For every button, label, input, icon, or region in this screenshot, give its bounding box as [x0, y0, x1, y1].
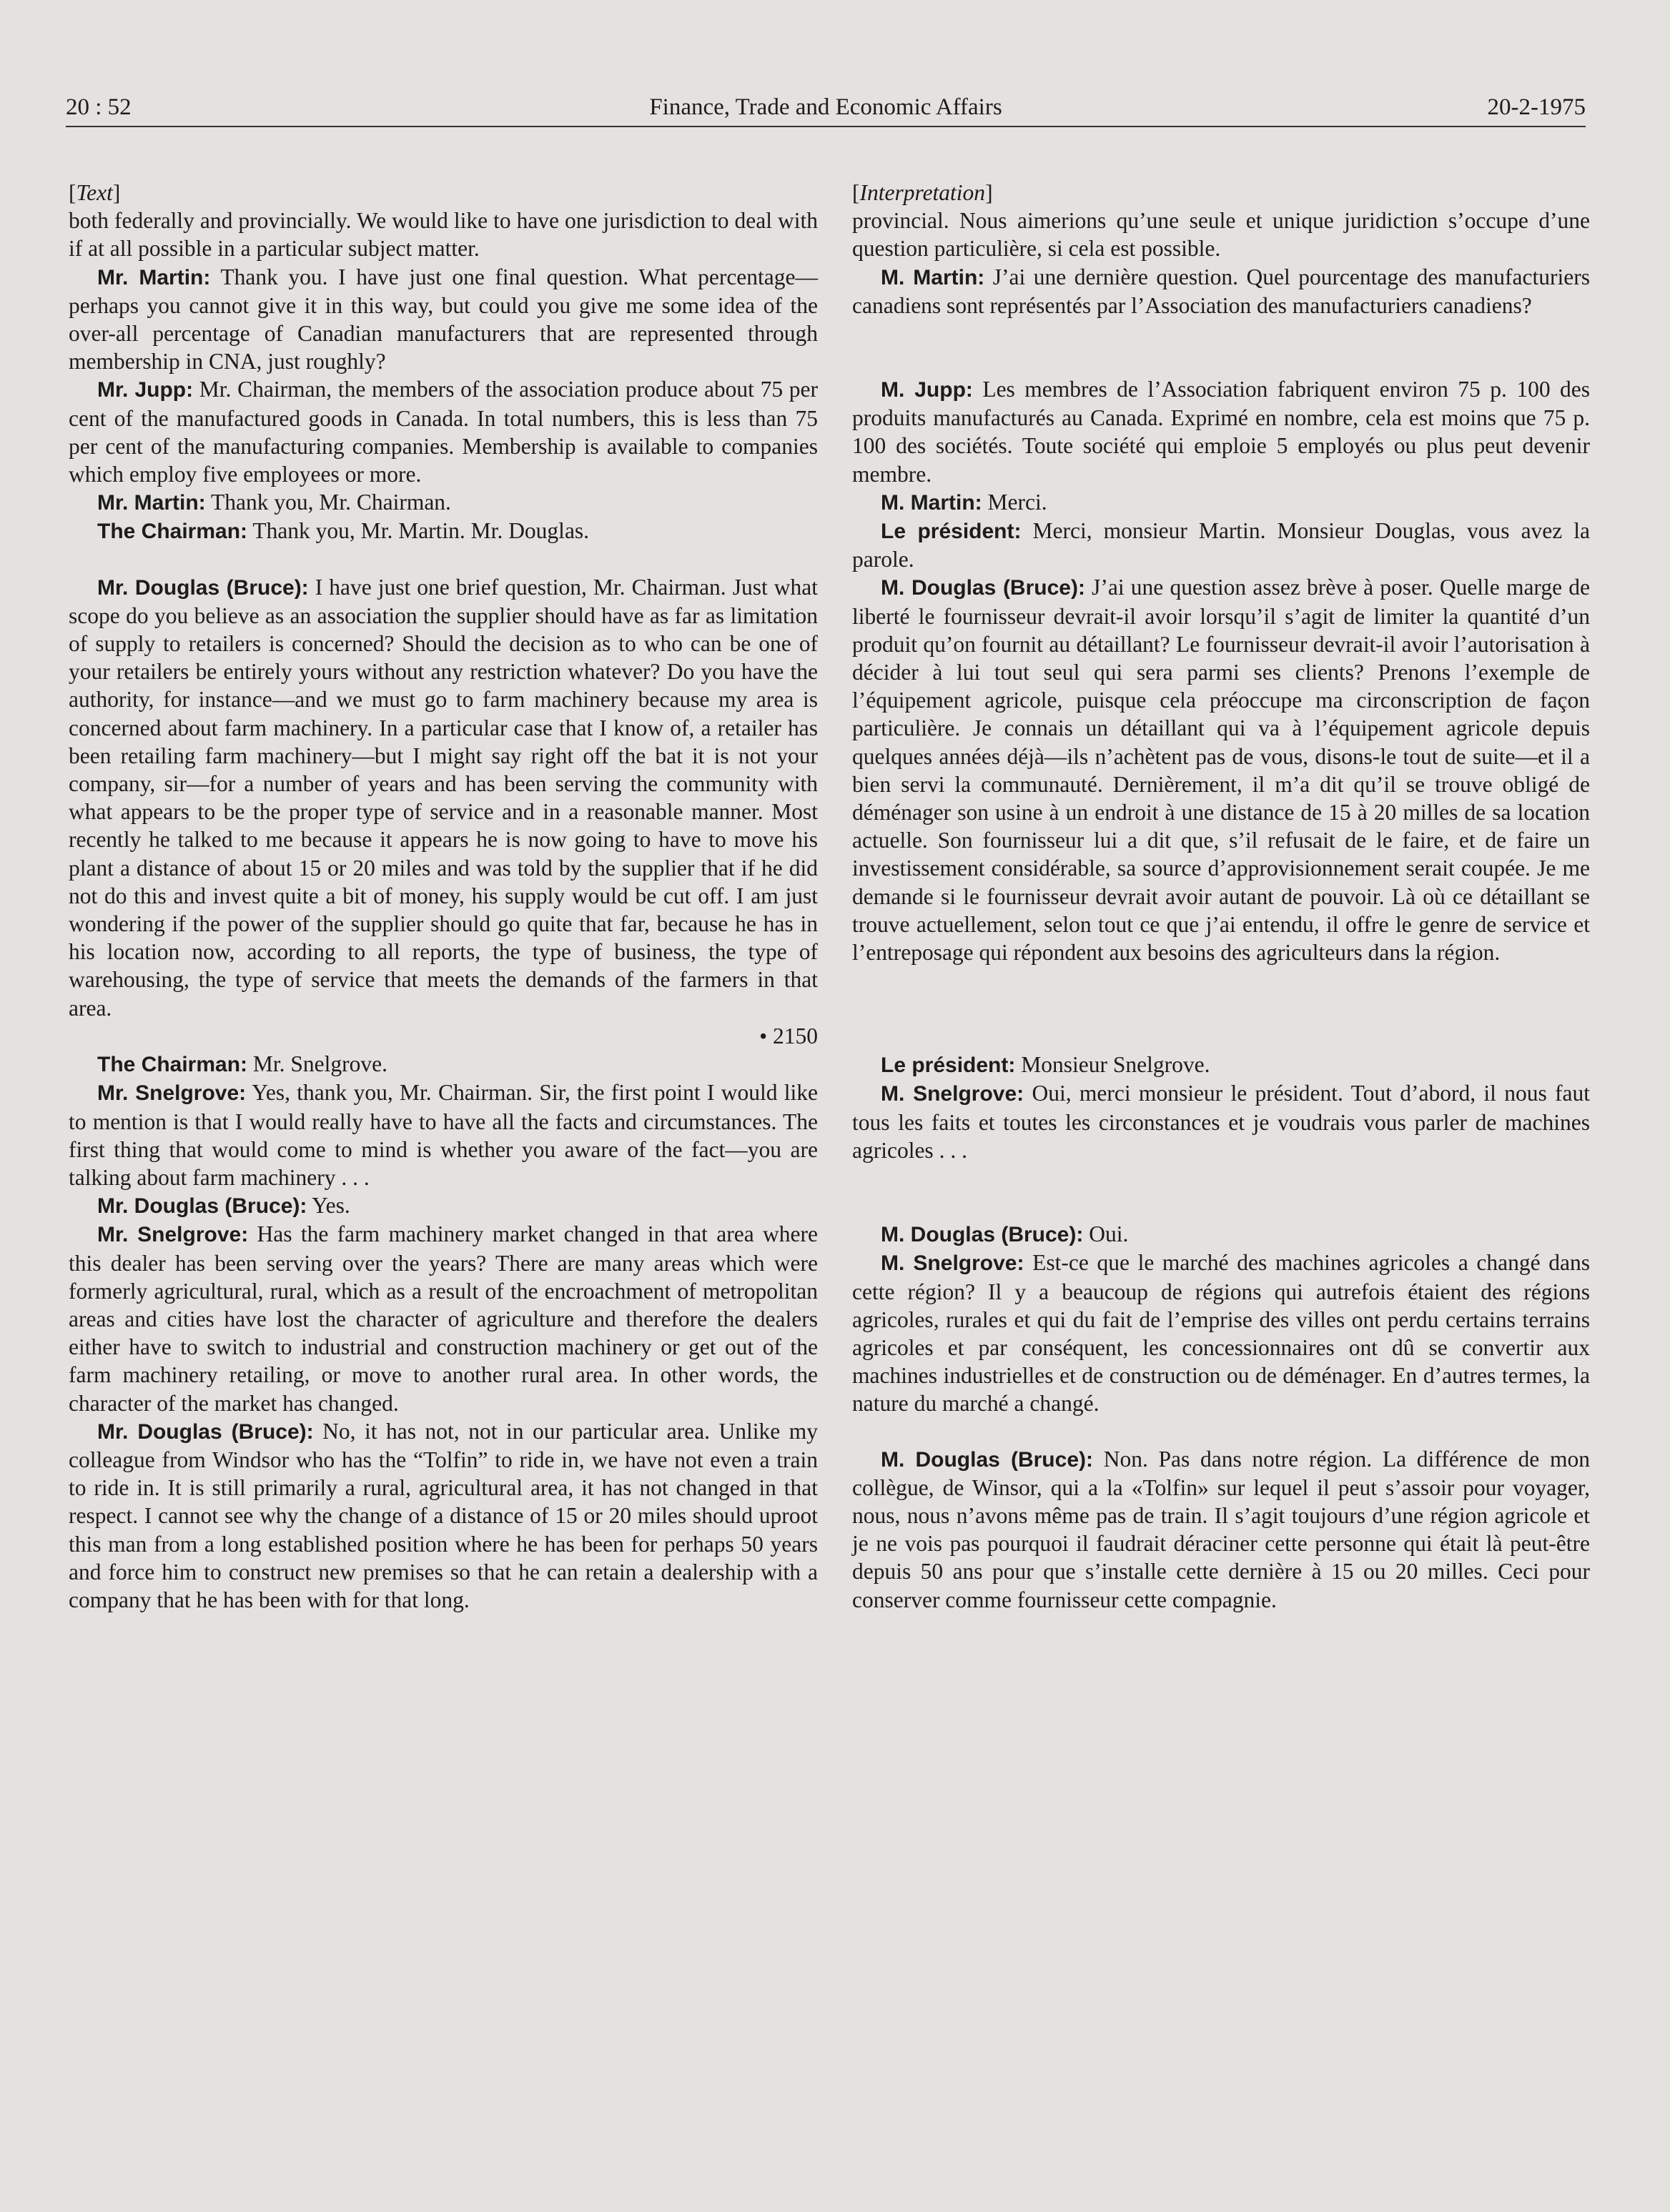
speaker-name: M. Martin:: [881, 265, 985, 289]
paragraph: [69, 1078, 818, 1191]
paragraph-text: Yes.: [307, 1193, 350, 1219]
paragraph: [69, 263, 818, 376]
paragraph: [69, 488, 818, 517]
column-label: [ Text ]: [69, 179, 818, 207]
paragraph: [852, 1220, 1590, 1249]
page-number: 20 : 52: [66, 94, 132, 120]
paragraph-text: both federally and provincially. We would like to have one jurisdiction to deal with if at all possible in a particular subject matter.: [69, 208, 818, 262]
paragraph: [69, 573, 818, 1022]
paragraph-text: Est-ce que le marché des machines agricoles a changé dans cette région? Il y a beaucoup de régions qui autrefois étaient des régions agricoles, rurales et qui du fait de l’emprise des villes ont perdu certains terrains agricoles et par conséquent, les concessionnaires ont dû se convertir aux machines industrielles et de construction ou de déménager. En d’autres termes, la nature du marché a changé.: [852, 1250, 1590, 1417]
speaker-name: M. Snelgrove:: [881, 1251, 1024, 1276]
column-label: [ Interpretation ]: [852, 179, 1590, 207]
paragraph: [852, 1051, 1590, 1079]
paragraph: [852, 375, 1590, 488]
paragraph-text: Oui.: [1083, 1221, 1129, 1247]
paragraph-text: Non. Pas dans notre région. La différence de mon collègue, de Winsor, qui a la «Tolfin» sur lequel il peut s’assoir pour voyager, nous, nous n’avons même pas de train. Il s’agit toujours d’une région agricole et je ne vois pas pourquoi il faudrait déraciner cette personne qui était là peut-être depuis 50 ans pour que s’installe cette dernière à 15 ou 20 milles. Ceci pour conserver comme fournisseur cette compagnie.: [852, 1446, 1590, 1612]
paragraph-text: Thank you, Mr. Martin. Mr. Douglas.: [247, 518, 590, 544]
speaker-name: Mr. Jupp:: [97, 378, 194, 402]
paragraph: [852, 488, 1590, 517]
paragraph-text: Has the farm machinery market changed in that area where this dealer has been serving over the years? There are many areas which were formerly agricultural, rural, which as a result of the encroachment of metropolitan areas and cities have lost the character of agriculture and therefore the dealers either have to switch to industrial and construction machinery or get out of the farm machinery retailing, or move to another rural area. In other words, the character of the market has changed.: [69, 1221, 819, 1416]
committee-title: Finance, Trade and Economic Affairs: [649, 94, 1002, 120]
paragraph: [69, 1220, 818, 1417]
paragraph: [69, 375, 818, 488]
paragraph-text: J’ai une dernière question. Quel pourcentage des manufacturiers canadiens sont représentés par l’Association des manufacturiers canadiens?: [852, 264, 1590, 318]
speaker-name: Mr. Douglas (Bruce):: [97, 1419, 314, 1444]
paragraph-text: Monsieur Snelgrove.: [1015, 1052, 1210, 1078]
speaker-name: M. Douglas (Bruce):: [881, 576, 1085, 600]
paragraph: [852, 517, 1590, 573]
paragraph: [852, 1249, 1590, 1417]
paragraph-text: Yes, thank you, Mr. Chairman. Sir, the first point I would like to mention is that I would really have to have all the facts and circumstances. The first thing that would come to mind is whether you aware of the fact—you are talking about farm machinery . . .: [69, 1080, 819, 1190]
paragraph: [69, 207, 818, 262]
speaker-name: M. Snelgrove:: [881, 1082, 1024, 1106]
french-column: [852, 179, 1590, 1614]
paragraph-text: J’ai une question assez brève à poser. Quelle marge de liberté le fournisseur devrait-il avoir lorsqu’il s’agit de limiter la quantité d’un produit qu’on fournit au détaillant? Le fournisseur devrait-il avoir l’autorisation à décider à lui tout seul qui sera parmi ses clients? Prenons l’exemple de l’équipement agricole, puisque cela préoccupe ma circonscription de façon particulière. Je connais un détaillant qui va à l’équipement agricole depuis quelques années déjà—ils n’achètent pas de vous, disons-le tout de suite—et il a bien servi la communauté. Dernièrement, il m’a dit qu’il se trouve obligé de déménager son usine à un endroit à une distance de 15 à 20 milles de sa location actuelle. Son fournisseur lui a dit que, s’il refusait de le faire, et de faire un investissement considérable, sa source d’approvisionnement serait coupée. Je me demande si le fournisseur devrait avoir autant de pouvoir. Là où ce détaillant se trouve actuellement, selon tout ce que j’ai entendu, il offre le genre de service et l’entreposage qui répondent aux besoins des agriculteurs dans la région.: [852, 575, 1590, 966]
paragraph: [852, 207, 1590, 262]
paragraph-text: provincial. Nous aimerions qu’une seule et unique juridiction s’occupe d’une question particulière, si cela est possible.: [852, 208, 1590, 262]
speaker-name: Mr. Martin:: [97, 491, 206, 515]
speaker-name: M. Douglas (Bruce):: [881, 1223, 1084, 1247]
paragraph-text: I have just one brief question, Mr. Chairman. Just what scope do you believe as an association the supplier should have as far as limitation of supply to retailers is concerned? Should the decision as to who can be one of your retailers be entirely yours without any restriction whatever? Do you have the authority, for instance—and we must go to farm machinery because my area is concerned about farm machinery. In a particular case that I know of, a retailer has been retailing farm machinery—but I might say right off the bat it is not your company, sir—for a number of years and has been serving the community with what appears to be the proper type of service and in a reasonable manner. Most recently he talked to me because it appears he is now going to have to move his plant a distance of about 15 or 20 miles and was told by the supplier that if he did not do this and invest quite a bit of money, his supply would be cut off. I am just wondering if the power of the supplier should go quite that far, because he has in his location now, according to all reports, the type of business, the type of warehousing, the type of service that meets the demands of the farmers in that area.: [69, 574, 818, 1021]
paragraph-text: No, it has not, not in our particular area. Unlike my colleague from Windsor who has the “Tolfin” to ride in, we have not even a train to ride in. It is still primarily a rural, agricultural area, it has not changed in that respect. I cannot see why the change of a distance of 15 or 20 miles should uproot this man from a long established position where he has been for perhaps 50 years and force him to construct new premises so that he can retain a dealership with a company that he has been with for that long.: [69, 1418, 818, 1612]
speaker-name: Mr. Snelgrove:: [97, 1081, 247, 1106]
sitting-date: 20-2-1975: [1487, 94, 1586, 120]
running-header: [66, 90, 1586, 127]
speaker-name: M. Douglas (Bruce):: [881, 1447, 1093, 1472]
speaker-name: The Chairman:: [97, 1053, 248, 1077]
speaker-name: Le président:: [881, 1053, 1016, 1078]
speaker-name: M. Martin:: [881, 490, 982, 515]
paragraph: [852, 573, 1590, 966]
paragraph-text: Merci.: [982, 489, 1047, 515]
time-marker: • 2150: [759, 1023, 818, 1048]
paragraph: [69, 1050, 818, 1078]
paragraph: [852, 1445, 1590, 1614]
paragraph: [69, 517, 818, 545]
paragraph-text: Mr. Chairman, the members of the association produce about 75 per cent of the manufactured goods in Canada. In total numbers, this is less than 75 per cent of the manufacturing companies. Membership is available to companies which employ five employees or more.: [69, 377, 818, 487]
speaker-name: M. Jupp:: [881, 378, 973, 402]
paragraph-text: Oui, merci monsieur le président. Tout d’abord, il nous faut tous les faits et toutes les circonstances et je voudrais vous parler de machines agricoles . . .: [852, 1081, 1591, 1163]
speaker-name: Le président:: [881, 520, 1022, 544]
speaker-name: The Chairman:: [97, 520, 248, 544]
paragraph-text: Les membres de l’Association fabriquent environ 75 p. 100 des produits manufacturés au Canada. Exprimé en nombre, cela est moins que 75 p. 100 des sociétés. Toute société qui emploie 5 employés ou plus peut devenir membre.: [852, 377, 1591, 487]
paragraph-text: Mr. Snelgrove.: [247, 1051, 388, 1077]
paragraph: [852, 263, 1590, 319]
speaker-name: Mr. Snelgrove:: [97, 1223, 249, 1247]
paragraph-text: Thank you, Mr. Chairman.: [205, 490, 451, 515]
speaker-name: Mr. Douglas (Bruce):: [97, 1194, 307, 1219]
paragraph: [69, 1417, 818, 1614]
paragraph-text: Merci, monsieur Martin. Monsieur Douglas, vous avez la parole.: [852, 518, 1590, 572]
paragraph: [852, 1079, 1590, 1164]
speaker-name: Mr. Martin:: [97, 265, 211, 289]
speaker-name: Mr. Douglas (Bruce):: [97, 575, 309, 600]
english-column: [69, 179, 818, 1614]
paragraph-text: Thank you. I have just one final question. What percentage—perhaps you cannot give it in this way, but could you give me some idea of the over-all percentage of Canadian manufacturers that are represented through membership in CNA, just roughly?: [69, 264, 819, 375]
paragraph: [69, 1191, 818, 1220]
